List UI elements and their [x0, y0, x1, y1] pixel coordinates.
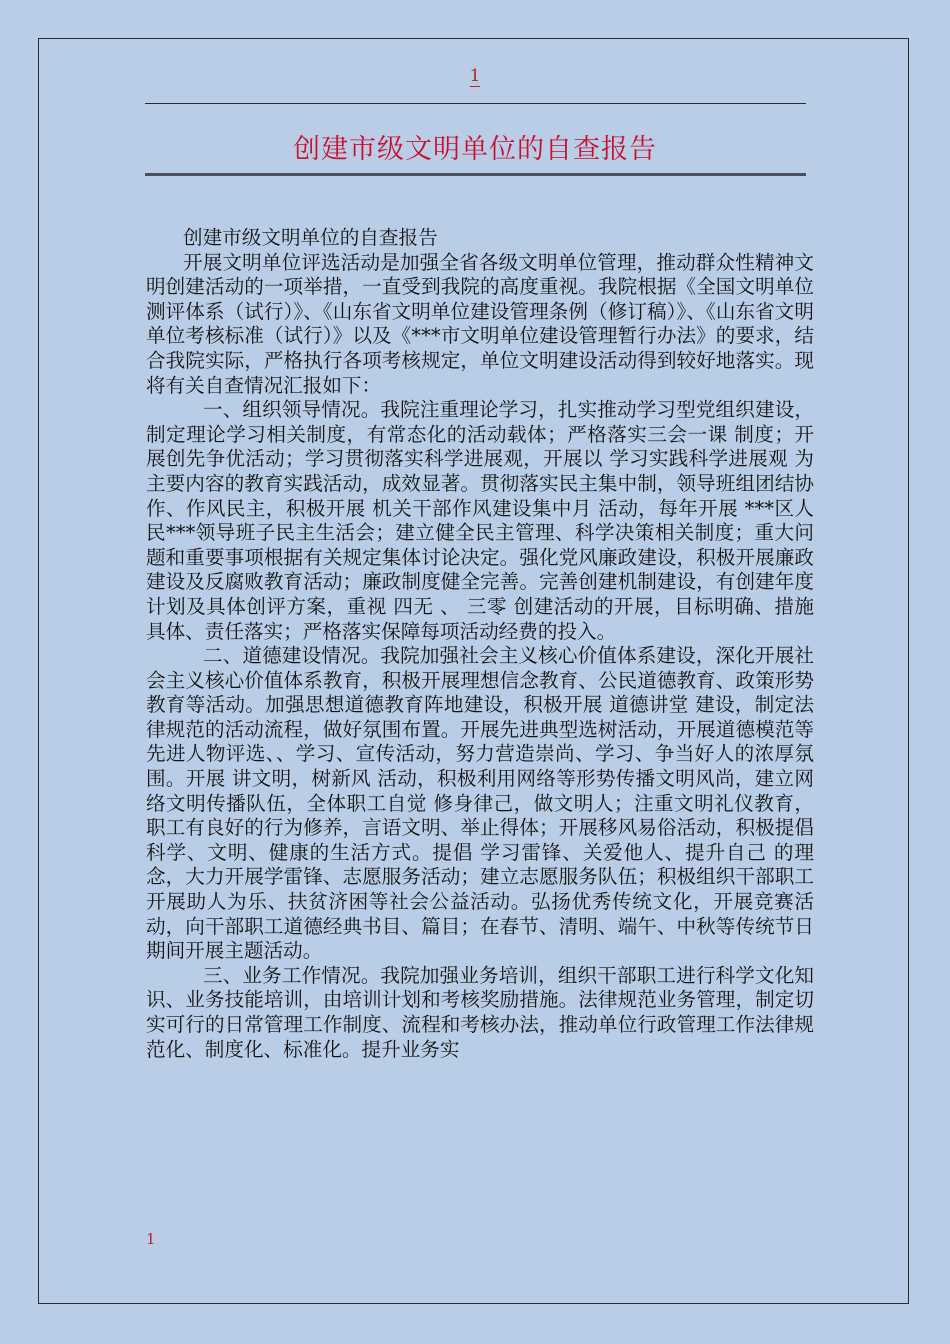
header-page-number-text: 1 — [469, 66, 481, 86]
header-page-number — [0, 66, 950, 86]
paragraph-subtitle: 创建市级文明单位的自查报告 — [183, 226, 438, 249]
document-title: 创建市级文明单位的自查报告 — [293, 134, 657, 165]
footer-page-number: 1 — [146, 1230, 156, 1248]
paragraph-organization-leadership: 一、组织领导情况。我院注重理论学习，扎实推动学习型党组织建设，制定理论学习相关制度，有常态化的活动载体；严格落实三会一课 制度；开展创先争优活动；学习贯彻落实科学进展观，开展以 学习实践科学进展观 为主要内容的教育实践活动，成效显著。贯彻落实民主集中制，领导班组团结协作、作风民主，积极开展 机关干部作风建设集中月 活动，每年开展 ***区人民***领导班子民主生活会；建立健全民主管理、科学决策相关制度；重大问题和重要事项根据有关规定集体讨论决定。强化党风廉政建设，积极开展廉政建设及反腐败教育活动；廉政制度健全完善。完善创建机制建设，有创建年度计划及具体创评方案，重视 四无 、 三零 创建活动的开展，目标明确、措施具体、责任落实；严格落实保障每项活动经费的投入。 — [146, 398, 814, 643]
document-body — [146, 226, 814, 1062]
paragraph-moral-construction: 二、道德建设情况。我院加强社会主义核心价值体系建设，深化开展社会主义核心价值体系教育，积极开展理想信念教育、公民道德教育、政策形势教育等活动。加强思想道德教育阵地建设，积极开展 道德讲堂 建设，制定法律规范的活动流程，做好氛围布置。开展先进典型选树活动，开展道德模范等先进人物评选、、学习、宣传活动，努力营造崇尚、学习、争当好人的浓厚氛围。开展 讲文明，树新风 活动，积极利用网络等形势传播文明风尚，建立网络文明传播队伍，全体职工自觉 修身律己，做文明人；注重文明礼仪教育，职工有良好的行为修养，言语文明、举止得体；开展移风易俗活动，积极提倡科学、文明、健康的生活方式。提倡 学习雷锋、关爱他人、提升自己 的理念，大力开展学雷锋、志愿服务活动；建立志愿服务队伍；积极组织干部职工开展助人为乐、扶贫济困等社会公益活动。弘扬优秀传统文化，开展竞赛活动，向干部职工道德经典书目、篇目；在春节、清明、端午、中秋等传统节日期间开展主题活动。 — [146, 644, 814, 963]
paragraph-business-work: 三、业务工作情况。我院加强业务培训，组织干部职工进行科学文化知识、业务技能培训，由培训计划和考核奖励措施。法律规范业务管理，制定切实可行的日常管理工作制度、流程和考核办法，推动单位行政管理工作法律规范化、制度化、标准化。提升业务实 — [146, 963, 814, 1061]
header-divider — [145, 103, 806, 104]
paragraph-intro: 开展文明单位评选活动是加强全省各级文明单位管理，推动群众性精神文明创建活动的一项举措，一直受到我院的高度重视。我院根据《全国文明单位测评体系（试行）》、《山东省文明单位建设管理条例（修订稿）》、《山东省文明单位考核标准（试行）》以及《***市文明单位建设管理暂行办法》的要求，结合我院实际，严格执行各项考核规定，单位文明建设活动得到较好地落实。现将有关自查情况汇报如下： — [146, 250, 814, 397]
title-divider — [145, 173, 806, 176]
